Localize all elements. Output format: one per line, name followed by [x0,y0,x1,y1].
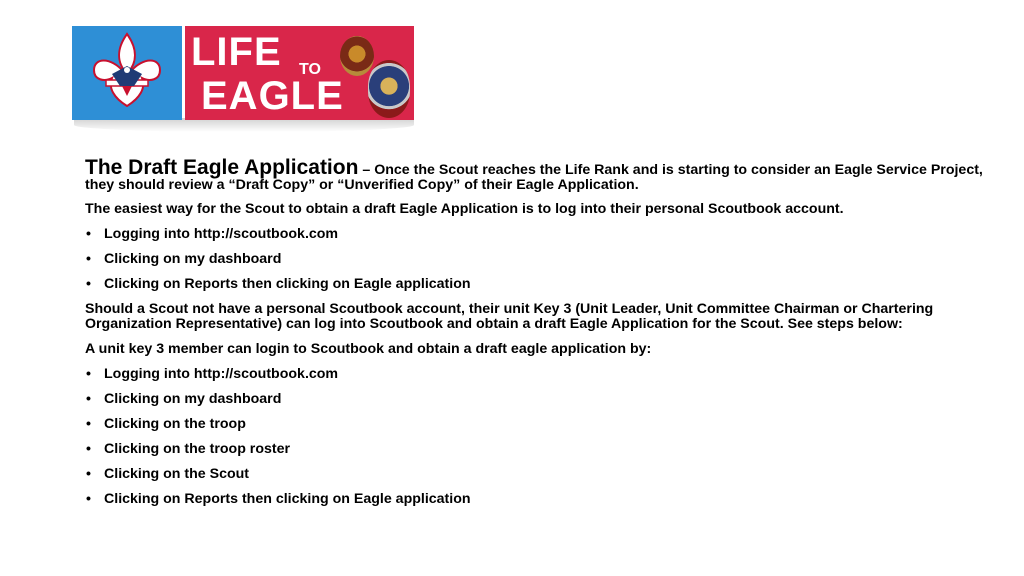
unit-key-paragraph: A unit key 3 member can login to Scoutbook and obtain a draft eagle application by: [85,341,652,357]
list-item: • Logging into http://scoutbook.com [85,227,985,252]
life-to-eagle-logo [72,26,414,124]
easiest-way-paragraph: The easiest way for the Scout to obtain a draft Eagle Application is to log into their personal Scoutbook account. [85,201,844,217]
logo-life-text: LIFE [191,30,282,74]
life-rank-patch-icon [340,36,374,76]
eagle-rank-patch-icon [368,60,410,118]
fleur-de-lis-emblem-icon [72,26,182,120]
no-account-paragraph: Should a Scout not have a personal Scoutbook account, their unit Key 3 (Unit Leader, Unit Committee Chairman or Chartering Organization Representative) can log into Scoutbook and obtain a draft Eagle Application for the Scout. See steps below: [85,301,934,332]
intro-paragraph [85,156,985,193]
list-item: • Clicking on the troop roster [85,442,985,467]
life-to-eagle-banner [185,26,414,120]
unit-key-steps-list [85,367,985,517]
logo-to-text: TO [299,61,321,78]
list-item: • Clicking on my dashboard [85,252,985,277]
section-heading: The Draft Eagle Application [85,156,359,179]
list-item: • Clicking on Reports then clicking on Eagle application [85,277,985,302]
list-item: • Logging into http://scoutbook.com [85,367,985,392]
list-item: • Clicking on the troop [85,417,985,442]
scout-steps-list [85,227,985,302]
intro-text: – Once the Scout reaches the Life Rank and is starting to consider an Eagle Service Project, they should review a “Draft Copy” or “Unverified Copy” of their Eagle Application. [85,162,983,193]
list-item: • Clicking on the Scout [85,467,985,492]
logo-eagle-text: EAGLE [201,74,344,118]
slide-content [85,156,985,517]
bsa-emblem-panel [72,26,182,120]
list-item: • Clicking on Reports then clicking on Eagle application [85,492,985,517]
list-item: • Clicking on my dashboard [85,392,985,417]
